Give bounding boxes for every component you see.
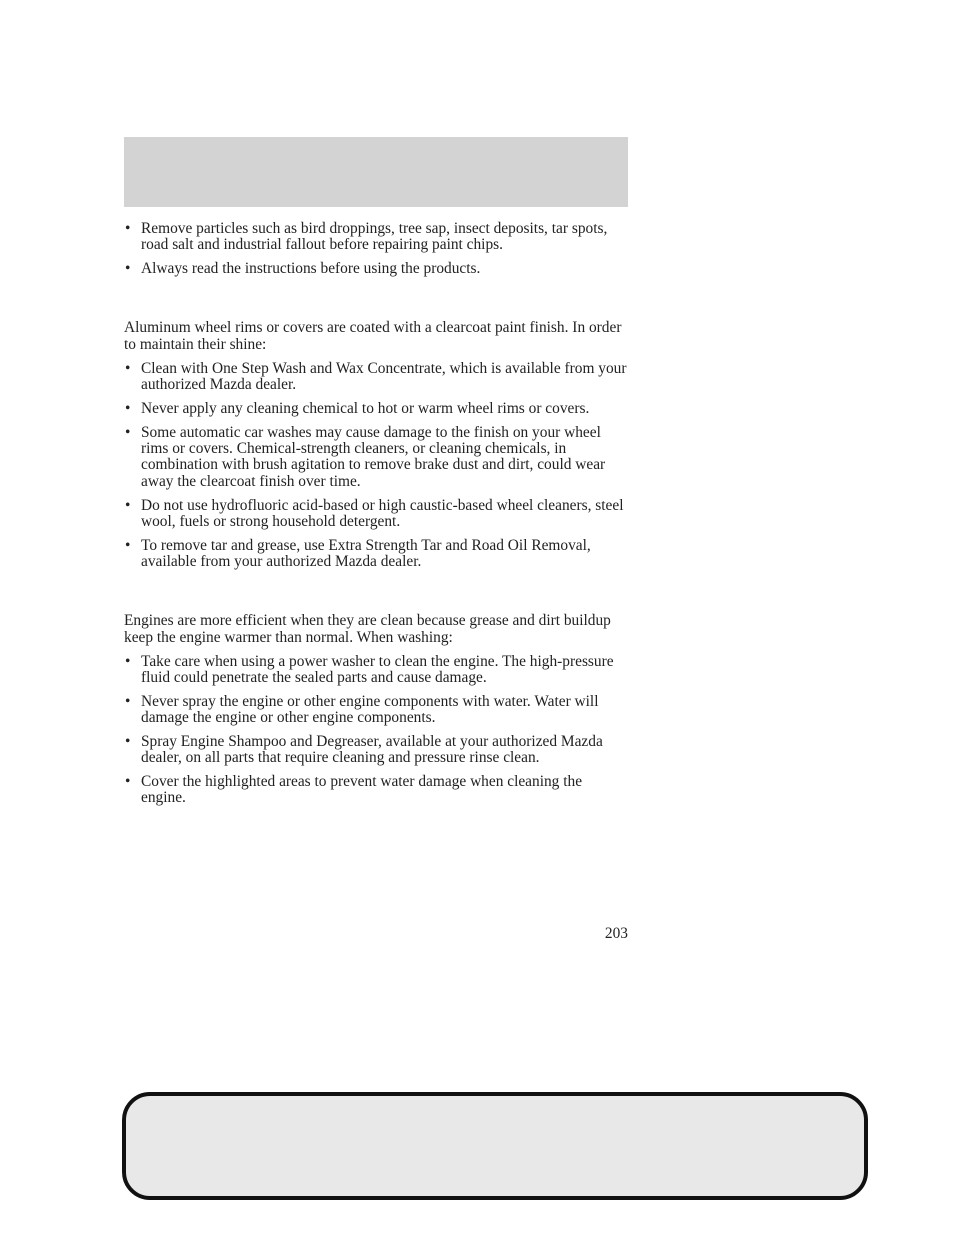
list-item: • Spray Engine Shampoo and Degreaser, available at your authorized Mazda dealer, on all parts that require cleaning and pressure rinse clean. (124, 734, 628, 767)
list-item: • Do not use hydrofluoric acid-based or high caustic-based wheel cleaners, steel wool, fuels or strong household detergent. (124, 498, 628, 531)
engine-intro-paragraph: Engines are more efficient when they are clean because grease and dirt buildup keep the engine warmer than normal. When washing: (124, 612, 611, 646)
list-item: • Always read the instructions before using the products. (124, 261, 628, 277)
list-item: • Never apply any cleaning chemical to hot or warm wheel rims or covers. (124, 401, 628, 417)
list-item: • Clean with One Step Wash and Wax Concentrate, which is available from your authorized Mazda dealer. (124, 361, 628, 394)
page-content (124, 221, 628, 814)
list-item: • Never spray the engine or other engine components with water. Water will damage the engine or other engine components. (124, 694, 628, 727)
section-header-band (124, 137, 628, 207)
list-item: • To remove tar and grease, use Extra Strength Tar and Road Oil Removal, available from your authorized Mazda dealer. (124, 538, 628, 571)
page-number: 203 (604, 925, 628, 942)
list-item: • Take care when using a power washer to clean the engine. The high-pressure fluid could penetrate the sealed parts and cause damage. (124, 654, 628, 687)
bullet-list-paint-chips (124, 221, 628, 277)
list-item: • Remove particles such as bird droppings, tree sap, insect deposits, tar spots, road salt and industrial fallout before repairing paint chips. (124, 221, 628, 254)
footer-frame (122, 1092, 868, 1200)
list-item: • Cover the highlighted areas to prevent water damage when cleaning the engine. (124, 774, 628, 807)
list-item: • Some automatic car washes may cause damage to the finish on your wheel rims or covers. Chemical-strength cleaners, or cleaning chemicals, in combination with brush agitation to remove brake dust and dirt, could wear away the clearcoat finish over time. (124, 425, 628, 490)
bullet-list-wheels (124, 361, 628, 571)
wheels-intro-paragraph: Aluminum wheel rims or covers are coated with a clearcoat paint finish. In order to maintain their shine: (124, 319, 622, 353)
bullet-list-engine (124, 654, 628, 807)
